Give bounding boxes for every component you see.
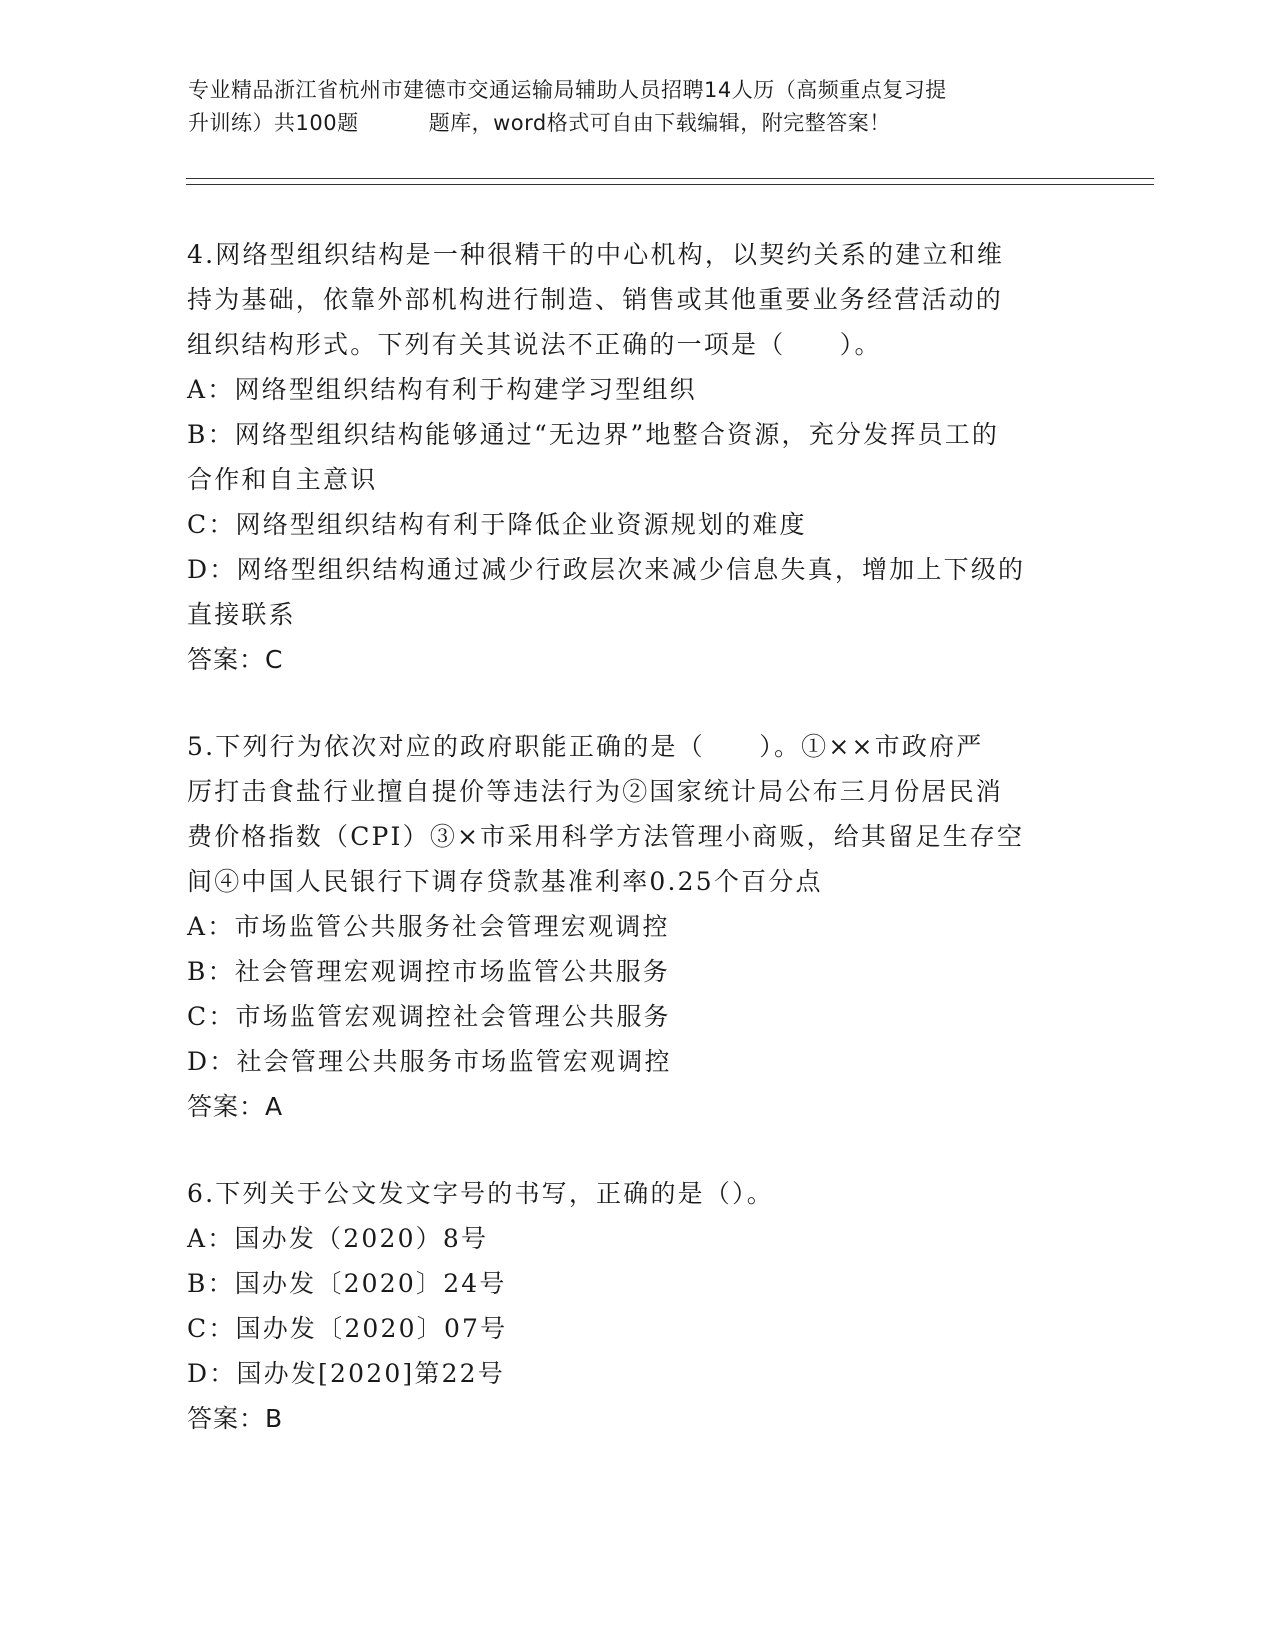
- option-b: [187, 1261, 1087, 1306]
- option-c: [187, 994, 1087, 1039]
- option-c: [187, 1306, 1087, 1351]
- answer-label: 答案：B: [187, 1404, 284, 1433]
- header-line-2b: 题库，word格式可自由下载编辑，附完整答案！: [428, 111, 891, 135]
- question-list: [187, 232, 1087, 1441]
- stem-line: 费价格指数（CPI）③×市采用科学方法管理小商贩，给其留足生存空: [187, 822, 1025, 851]
- option-line: A：市场监管公共服务社会管理宏观调控: [187, 912, 670, 941]
- page-header: [188, 74, 1088, 140]
- header-line-2: [188, 107, 1088, 140]
- option-a: [187, 1216, 1087, 1261]
- option-c: [187, 502, 1087, 547]
- stem-line: 组织结构形式。下列有关其说法不正确的一项是（ ）。: [187, 330, 882, 359]
- stem-line: 5.下列行为依次对应的政府职能正确的是（ ）。①××市政府严: [187, 732, 984, 761]
- stem-line: 厉打击食盐行业擅自提价等违法行为②国家统计局公布三月份居民消: [187, 777, 1004, 806]
- question-5: [187, 724, 1087, 1129]
- option-line: D：网络型组织结构通过减少行政层次来减少信息失真，增加上下级的: [187, 555, 1026, 584]
- option-line: 合作和自主意识: [187, 465, 378, 494]
- option-line: C：网络型组织结构有利于降低企业资源规划的难度: [187, 510, 807, 539]
- answer-label: 答案：C: [187, 645, 284, 674]
- question-stem: [187, 232, 1087, 367]
- option-line: A：网络型组织结构有利于构建学习型组织: [187, 375, 697, 404]
- option-line: B：社会管理宏观调控市场监管公共服务: [187, 957, 670, 986]
- header-line-1: 专业精品浙江省杭州市建德市交通运输局辅助人员招聘14人历（高频重点复习提: [188, 78, 947, 102]
- stem-line: 持为基础，依靠外部机构进行制造、销售或其他重要业务经营活动的: [187, 285, 1004, 314]
- question-6: [187, 1171, 1087, 1441]
- option-b: [187, 412, 1087, 502]
- option-a: [187, 367, 1087, 412]
- header-rule-top: [186, 178, 1154, 179]
- option-line: B：网络型组织结构能够通过“无边界”地整合资源，充分发挥员工的: [187, 420, 1000, 449]
- option-line: C：国办发〔2020〕07号: [187, 1314, 508, 1343]
- option-line: D：国办发[2020]第22号: [187, 1359, 505, 1388]
- option-d: [187, 1039, 1087, 1084]
- stem-line: 4.网络型组织结构是一种很精干的中心机构，以契约关系的建立和维: [187, 240, 1005, 269]
- option-line: D：社会管理公共服务市场监管宏观调控: [187, 1047, 672, 1076]
- option-line: 直接联系: [187, 600, 296, 629]
- option-d: [187, 547, 1087, 637]
- option-d: [187, 1351, 1087, 1396]
- option-a: [187, 904, 1087, 949]
- question-4: [187, 232, 1087, 682]
- question-stem: [187, 724, 1087, 904]
- header-rule-bottom: [186, 184, 1154, 185]
- option-line: B：国办发〔2020〕24号: [187, 1269, 507, 1298]
- option-line: A：国办发（2020）8号: [187, 1224, 489, 1253]
- header-line-2a: 升训练）共100题: [188, 111, 359, 135]
- option-b: [187, 949, 1087, 994]
- stem-line: 间④中国人民银行下调存贷款基准利率0.25个百分点: [187, 867, 823, 896]
- option-line: C：市场监管宏观调控社会管理公共服务: [187, 1002, 671, 1031]
- answer-label: 答案：A: [187, 1092, 284, 1121]
- question-stem: [187, 1171, 1087, 1216]
- stem-line: 6.下列关于公文发文字号的书写，正确的是（）。: [187, 1179, 774, 1208]
